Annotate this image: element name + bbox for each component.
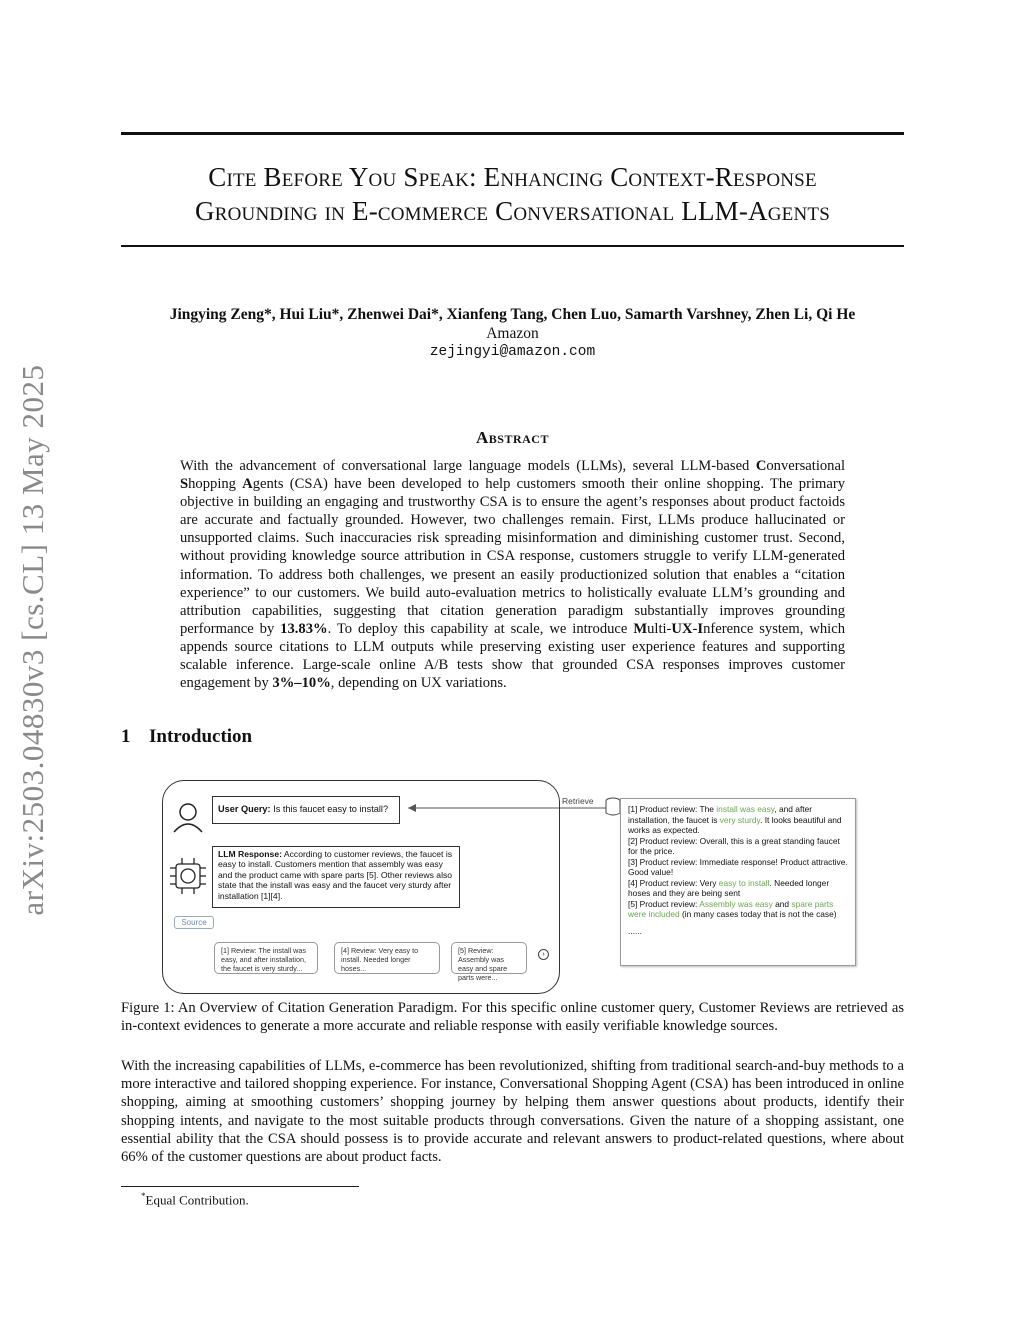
abstract-heading: Abstract [476, 428, 549, 447]
citation-card[interactable]: [4] Review: Very easy to install. Needed longer hoses... [334, 942, 440, 974]
user-query-box [212, 796, 400, 824]
author-block [121, 305, 904, 362]
section-number: 1 [121, 726, 131, 747]
abstract-bold: M [633, 620, 648, 637]
review-text: . It looks beautiful and works as expected. [628, 814, 842, 835]
database-icon [606, 798, 620, 815]
footnote [141, 1191, 249, 1208]
review-5 [628, 899, 848, 920]
abstract-seg: - [692, 620, 698, 637]
review-highlight: spare parts were included [628, 898, 834, 919]
abstract-bold: A [242, 476, 253, 493]
review-text: [1] Product review: The [628, 804, 717, 814]
retrieved-reviews-box [620, 798, 856, 966]
footnote-rule [121, 1186, 359, 1187]
llm-response-text: According to customer reviews, the faucet is easy to install. Customers mention that assembly was easy and the product came with spare parts [5]. Other reviews also state that the install was easy and the faucet very sturdy after installation [1][4]. [218, 849, 453, 901]
user-query-text: Is this faucet easy to install? [270, 804, 389, 814]
author-names: Jingying Zeng*, Hui Liu*, Zhenwei Dai*, Xianfeng Tang, Chen Luo, Samarth Varshney, Zhen Li, Qi He [169, 306, 856, 323]
abstract-seg: , depending on UX variations. [330, 675, 507, 692]
abstract-stat: 3%–10% [272, 675, 331, 692]
abstract-seg: ulti- [647, 620, 672, 637]
review-text: , and after installation, the faucet is [628, 804, 813, 825]
abstract-seg: nference system, which appends source citations to LLM outputs while preserving existing user experience features and supporting scalable inference. Large-scale online A/B tests show that grounded CSA responses improves customer engagement by [180, 620, 845, 692]
title-rule-top [121, 132, 904, 135]
review-text: and [772, 898, 792, 909]
review-highlight: Assembly was easy [699, 898, 773, 909]
review-text: [5] Product review: [628, 898, 700, 909]
review-highlight: easy to install [718, 877, 770, 888]
review-1 [628, 804, 848, 836]
review-4 [628, 878, 848, 899]
section-title: Introduction [149, 726, 253, 747]
abstract-stat: 13.83% [280, 620, 328, 637]
title-line-1: Cite Before You Speak: Enhancing Context-Response [208, 162, 817, 192]
abstract-seg: gents (CSA) have been developed to help customers smooth their online shopping. The primary objective in building an engaging and trustworthy CSA is to ensure the agent’s responses about product factoids are accurate and factually grounded. However, two challenges remain. First, LLMs produce hallucinated or unsupported claims. Such inaccuracies risk spreading misinformation and diminishing customer trust. Second, without providing knowledge source attribution in CSA response, customers struggle to verify LLM-generated information. To address both challenges, we present an easily productionized solution that enables a “citation experience” to our customers. We build auto-evaluation metrics to holistically evaluate LLM’s grounding and attribution capabilities, suggesting that citation generation paradigm substantially improves grounding performance by [180, 476, 846, 637]
abstract-seg: hopping [188, 476, 243, 493]
arxiv-stamp: arXiv:2503.04830v3 [cs.CL] 13 May 2025 [15, 364, 50, 916]
reviews-ellipsis: ...... [628, 925, 642, 936]
abstract-bold: C [755, 458, 767, 474]
review-2: [2] Product review: Overall, this is a great standing faucet for the price. [628, 835, 840, 856]
abstract-seg: onversational [766, 458, 845, 474]
review-highlight: install was easy [716, 804, 775, 814]
title-line-2: Grounding in E-commerce Conversational LLM-Agents [195, 196, 830, 226]
paper-title [121, 160, 904, 228]
figure-caption: Figure 1: An Overview of Citation Generation Paradigm. For this specific online customer query, Customer Reviews are retrieved as in-context evidences to generate a more accurate and reliable response with easily verifiable knowledge sources. [121, 1000, 904, 1035]
figure-1 [160, 780, 880, 995]
retrieve-label: Retrieve [562, 796, 594, 806]
review-highlight: very sturdy [719, 814, 761, 825]
carousel-next-icon[interactable]: › [538, 949, 549, 960]
abstract-seg: With the advancement of conversational large language models (LLMs), several LLM-based [180, 458, 756, 474]
abstract-text [180, 457, 845, 692]
review-3: [3] Product review: Immediate response! Product attractive. Good value! [628, 856, 848, 877]
title-rule-bottom [121, 245, 904, 247]
body-paragraph: With the increasing capabilities of LLMs, e-commerce has been revolutionized, shifting from traditional search-and-buy methods to a more interactive and tailored shopping experience. For instance, Conversational Shopping Agent (CSA) has been introduced in online shopping, aiming at smoothing customers’ shopping journey by helping them answer questions about products, identify their shopping intents, and navigate to the most suitable products through conversations. Given the nature of a shopping assistant, one essential ability that the CSA should possess is to provide accurate and relevant answers to product-related questions, where about 66% of the customer questions are about product facts. [121, 1058, 904, 1166]
affiliation: Amazon [486, 325, 539, 342]
citation-card[interactable]: [5] Review: Assembly was easy and spare parts were... [451, 942, 527, 974]
abstract-seg: . To deploy this capability at scale, we introduce [327, 620, 634, 637]
citation-card[interactable]: [1] Review: The install was easy, and after installation, the faucet is very sturdy... [214, 942, 318, 974]
user-query-label: User Query: [218, 804, 271, 814]
footnote-text: Equal Contribution. [145, 1192, 249, 1208]
footnote-mark: * [141, 1191, 146, 1201]
llm-response-label: LLM Response: [218, 849, 282, 859]
review-text: (in many cases today that is not the case) [679, 909, 837, 919]
review-text: [4] Product review: Very [628, 877, 719, 888]
abstract-bold: UX [671, 620, 693, 637]
llm-response-box [212, 846, 460, 908]
section-heading [121, 726, 252, 748]
email: zejingyi@amazon.com [429, 344, 596, 360]
abstract-bold: S [180, 476, 189, 493]
review-text: . Needed longer hoses and they are being sent [628, 877, 830, 898]
source-button[interactable]: Source [174, 916, 214, 929]
abstract-bold: I [697, 620, 704, 637]
